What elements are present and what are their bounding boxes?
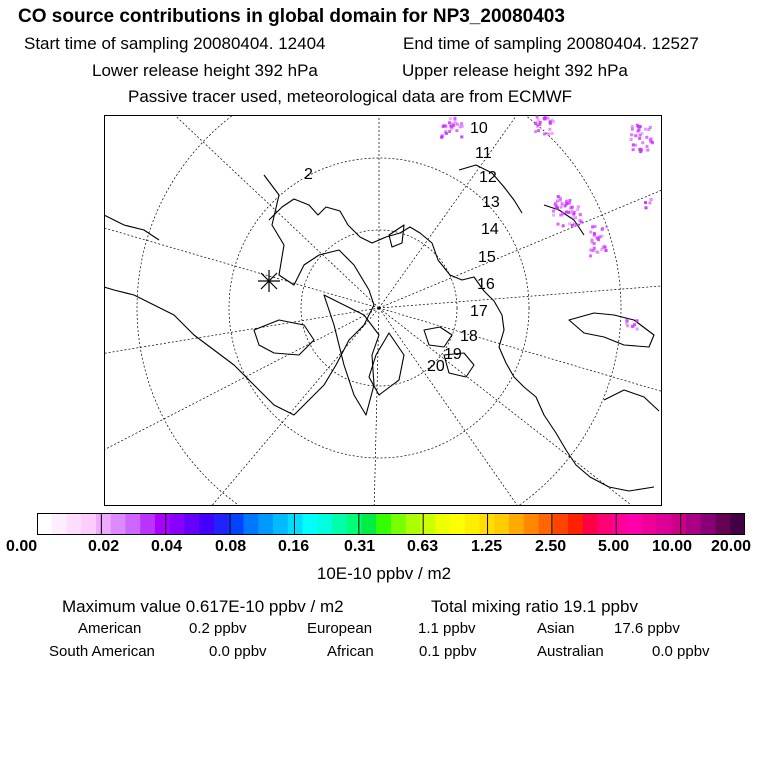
region-name: South American [49,643,155,660]
colorbar-tick-label: 0.04 [151,538,183,555]
colorbar-tick-label: 2.50 [535,538,567,555]
plume-pixel [593,242,596,245]
trajectory-marker [258,270,280,292]
plume-pixel [579,213,582,216]
track-label: 10 [470,120,488,137]
plume-pixel [576,208,579,211]
colorbar-cell [627,513,642,535]
colorbar-cell [170,513,185,535]
track-label: 14 [481,221,499,238]
track-label: 18 [460,328,478,345]
track-label: 15 [478,249,496,266]
plume-pixel [556,199,559,202]
plume-pixel [560,206,563,209]
plume-pixel [577,223,580,226]
colorbar-cell [111,513,126,535]
plume-pixel [641,132,644,135]
colorbar-cell [671,513,686,535]
plume-pixel [631,125,634,128]
colorbar-tick-label: 0.02 [88,538,120,555]
plume-pixel [559,214,562,217]
plume-pixel [649,126,652,129]
colorbar-cell [214,513,229,535]
colorbar-cell [258,513,273,535]
plume-pixel [580,221,583,224]
plume-pixel [591,225,594,228]
plume-pixel [589,231,592,234]
plume-pixel [537,129,540,132]
region-value: 0.0 ppbv [209,643,267,660]
plume-pixel [598,235,601,238]
plume-pixel [547,117,550,120]
colorbar-cell [273,513,288,535]
colorbar [37,513,745,535]
plume-pixel [536,125,539,128]
plume-pixel [637,130,640,133]
region-name: Asian [537,620,575,637]
region-name: African [327,643,374,660]
plume-pixel [630,133,633,136]
plume-pixel [552,214,555,217]
colorbar-cell [140,513,155,535]
colorbar-cell [524,513,539,535]
plume-pixel [593,232,596,235]
track-label: 2 [304,166,313,183]
plume-pixel [539,121,542,124]
colorbar-cell [229,513,244,535]
region-name: American [78,620,142,637]
plume-pixel [638,137,641,140]
plume-pixel [568,222,571,225]
region-value: 17.6 ppbv [614,620,680,637]
plume-pixel [449,117,452,120]
plume-pixel [649,140,652,143]
colorbar-cell [642,513,657,535]
plume-pixel [534,130,537,133]
plume-pixel [650,198,653,201]
colorbar-cell [553,513,568,535]
plume-pixel [455,129,458,132]
colorbar-cell [52,513,67,535]
region-value: 0.2 ppbv [189,620,247,637]
region-value: 0.1 ppbv [419,643,477,660]
plume-pixel [646,149,649,152]
colorbar-cell [96,513,111,535]
plume-pixel [645,206,648,209]
colorbar-cell [376,513,391,535]
plume-pixel [603,245,606,248]
plume-pixel [632,143,635,146]
colorbar-cell [155,513,170,535]
colorbar-tick-label: 5.00 [598,538,630,555]
plume-pixel [646,145,649,148]
plume-pixel [441,135,444,138]
plume-pixel [638,148,641,151]
lower-release-height: Lower release height 392 hPa [92,61,318,80]
plume-pixel [577,205,580,208]
track-label: 19 [444,346,462,363]
plume-pixel [644,201,647,204]
colorbar-cell [701,513,716,535]
plume-pixel [544,116,547,119]
plume-pixel [571,216,574,219]
plume-pixel [595,250,598,253]
colorbar-cell [509,513,524,535]
region-value: 0.0 ppbv [652,643,710,660]
colorbar-cell [494,513,509,535]
plume-pixel [459,125,462,128]
colorbar-cell [81,513,96,535]
plume-pixel [460,135,463,138]
page-title: CO source contributions in global domain for NP3_20080403 [18,6,565,27]
plume-pixel [557,195,560,198]
colorbar-cell [288,513,303,535]
plume-pixel [562,224,565,227]
total-mixing-ratio: Total mixing ratio 19.1 ppbv [431,597,638,616]
colorbar-tick-label: 0.63 [407,538,439,555]
map-frame [105,116,662,506]
plume-pixel [568,202,571,205]
end-time: End time of sampling 20080404. 12527 [403,34,699,53]
colorbar-tick-label: 20.00 [711,538,752,555]
plume-pixel [449,125,452,128]
plume-pixel [552,210,555,213]
plume-pixel [605,225,608,228]
colorbar-cell [303,513,318,535]
colorbar-tick-label: 1.25 [471,538,503,555]
plume-pixel [632,148,635,151]
polar-map [104,115,662,506]
plume-pixel [574,216,577,219]
plume-pixel [456,123,459,126]
plume-pixel [589,254,592,257]
plume-pixel [460,122,463,125]
colorbar-cell [435,513,450,535]
track-label: 17 [470,303,488,320]
colorbar-tick-label: 0.31 [344,538,376,555]
plume-pixel [448,121,451,124]
colorbar-cell [612,513,627,535]
plume-pixel [559,199,562,202]
plume-pixel [548,128,551,131]
plume-pixel [565,200,568,203]
plume-pixel [631,128,634,131]
plume-pixel [443,124,446,127]
plume-pixel [536,115,539,118]
colorbar-cell [244,513,259,535]
plume-pixel [561,202,564,205]
plume-pixel [555,205,558,208]
plume-pixel [605,249,608,252]
plume-pixel [565,203,568,206]
plume-pixel [549,122,552,125]
max-value: Maximum value 0.617E-10 ppbv / m2 [62,597,344,616]
plume-pixel [445,132,448,135]
plume-pixel [645,136,648,139]
colorbar-cell [362,513,377,535]
colorbar-cell [185,513,200,535]
plume-pixel [551,118,554,121]
plume-pixel [648,201,651,204]
region-name: European [307,620,373,637]
plume-pixel [636,328,639,331]
data-note: Passive tracer used, meteorological data are from ECMWF [128,87,573,106]
colorbar-tick-label: 10.00 [652,538,693,555]
colorbar-tick-label: 0.08 [215,538,247,555]
plume-pixel [543,132,546,135]
colorbar-cell [126,513,141,535]
colorbar-cell [686,513,701,535]
colorbar-cell [406,513,421,535]
plume-pixel [547,132,550,135]
plume-pixel [644,128,647,131]
colorbar-unit: 10E-10 ppbv / m2 [316,564,452,583]
upper-release-height: Upper release height 392 hPa [402,61,628,80]
plume-pixel [571,224,574,227]
plume-pixel [571,206,574,209]
track-label: 12 [479,169,497,186]
colorbar-cell [347,513,362,535]
colorbar-cell [465,513,480,535]
plume-pixel [633,323,636,326]
colorbar-cell [657,513,672,535]
plume-pixel [636,124,639,127]
track-label: 20 [427,358,445,375]
plume-pixel [448,130,451,133]
colorbar-tick-label: 0.16 [278,538,310,555]
track-label: 11 [475,145,492,162]
colorbar-tick-label: 0.00 [6,538,38,555]
plume-pixel [626,320,629,323]
plume-pixel [593,247,596,250]
plume-pixel [635,319,638,322]
region-name: Australian [537,643,604,660]
colorbar-cell [332,513,347,535]
plume-pixel [571,210,574,213]
colorbar-cell [317,513,332,535]
colorbar-cell [37,513,52,535]
plume-pixel [626,324,629,327]
plume-pixel [537,118,540,121]
colorbar-cell [598,513,613,535]
colorbar-cell [199,513,214,535]
plume-pixel [551,132,554,135]
colorbar-cell [730,513,745,535]
plume-pixel [600,248,603,251]
plume-pixel [630,138,633,141]
plume-pixel [596,237,599,240]
colorbar-cell [716,513,731,535]
track-label: 16 [477,276,495,293]
colorbar-cell [391,513,406,535]
colorbar-cell [568,513,583,535]
plume-pixel [557,223,560,226]
plume-pixel [641,141,644,144]
plume-pixel [634,134,637,137]
plume-pixel [601,227,604,230]
start-time: Start time of sampling 20080404. 12404 [24,34,326,53]
plume-pixel [453,118,456,121]
colorbar-cell [583,513,598,535]
colorbar-cell [67,513,82,535]
plume-pixel [565,211,568,214]
colorbar-cell [450,513,465,535]
region-value: 1.1 ppbv [418,620,476,637]
track-label: 13 [482,194,500,211]
